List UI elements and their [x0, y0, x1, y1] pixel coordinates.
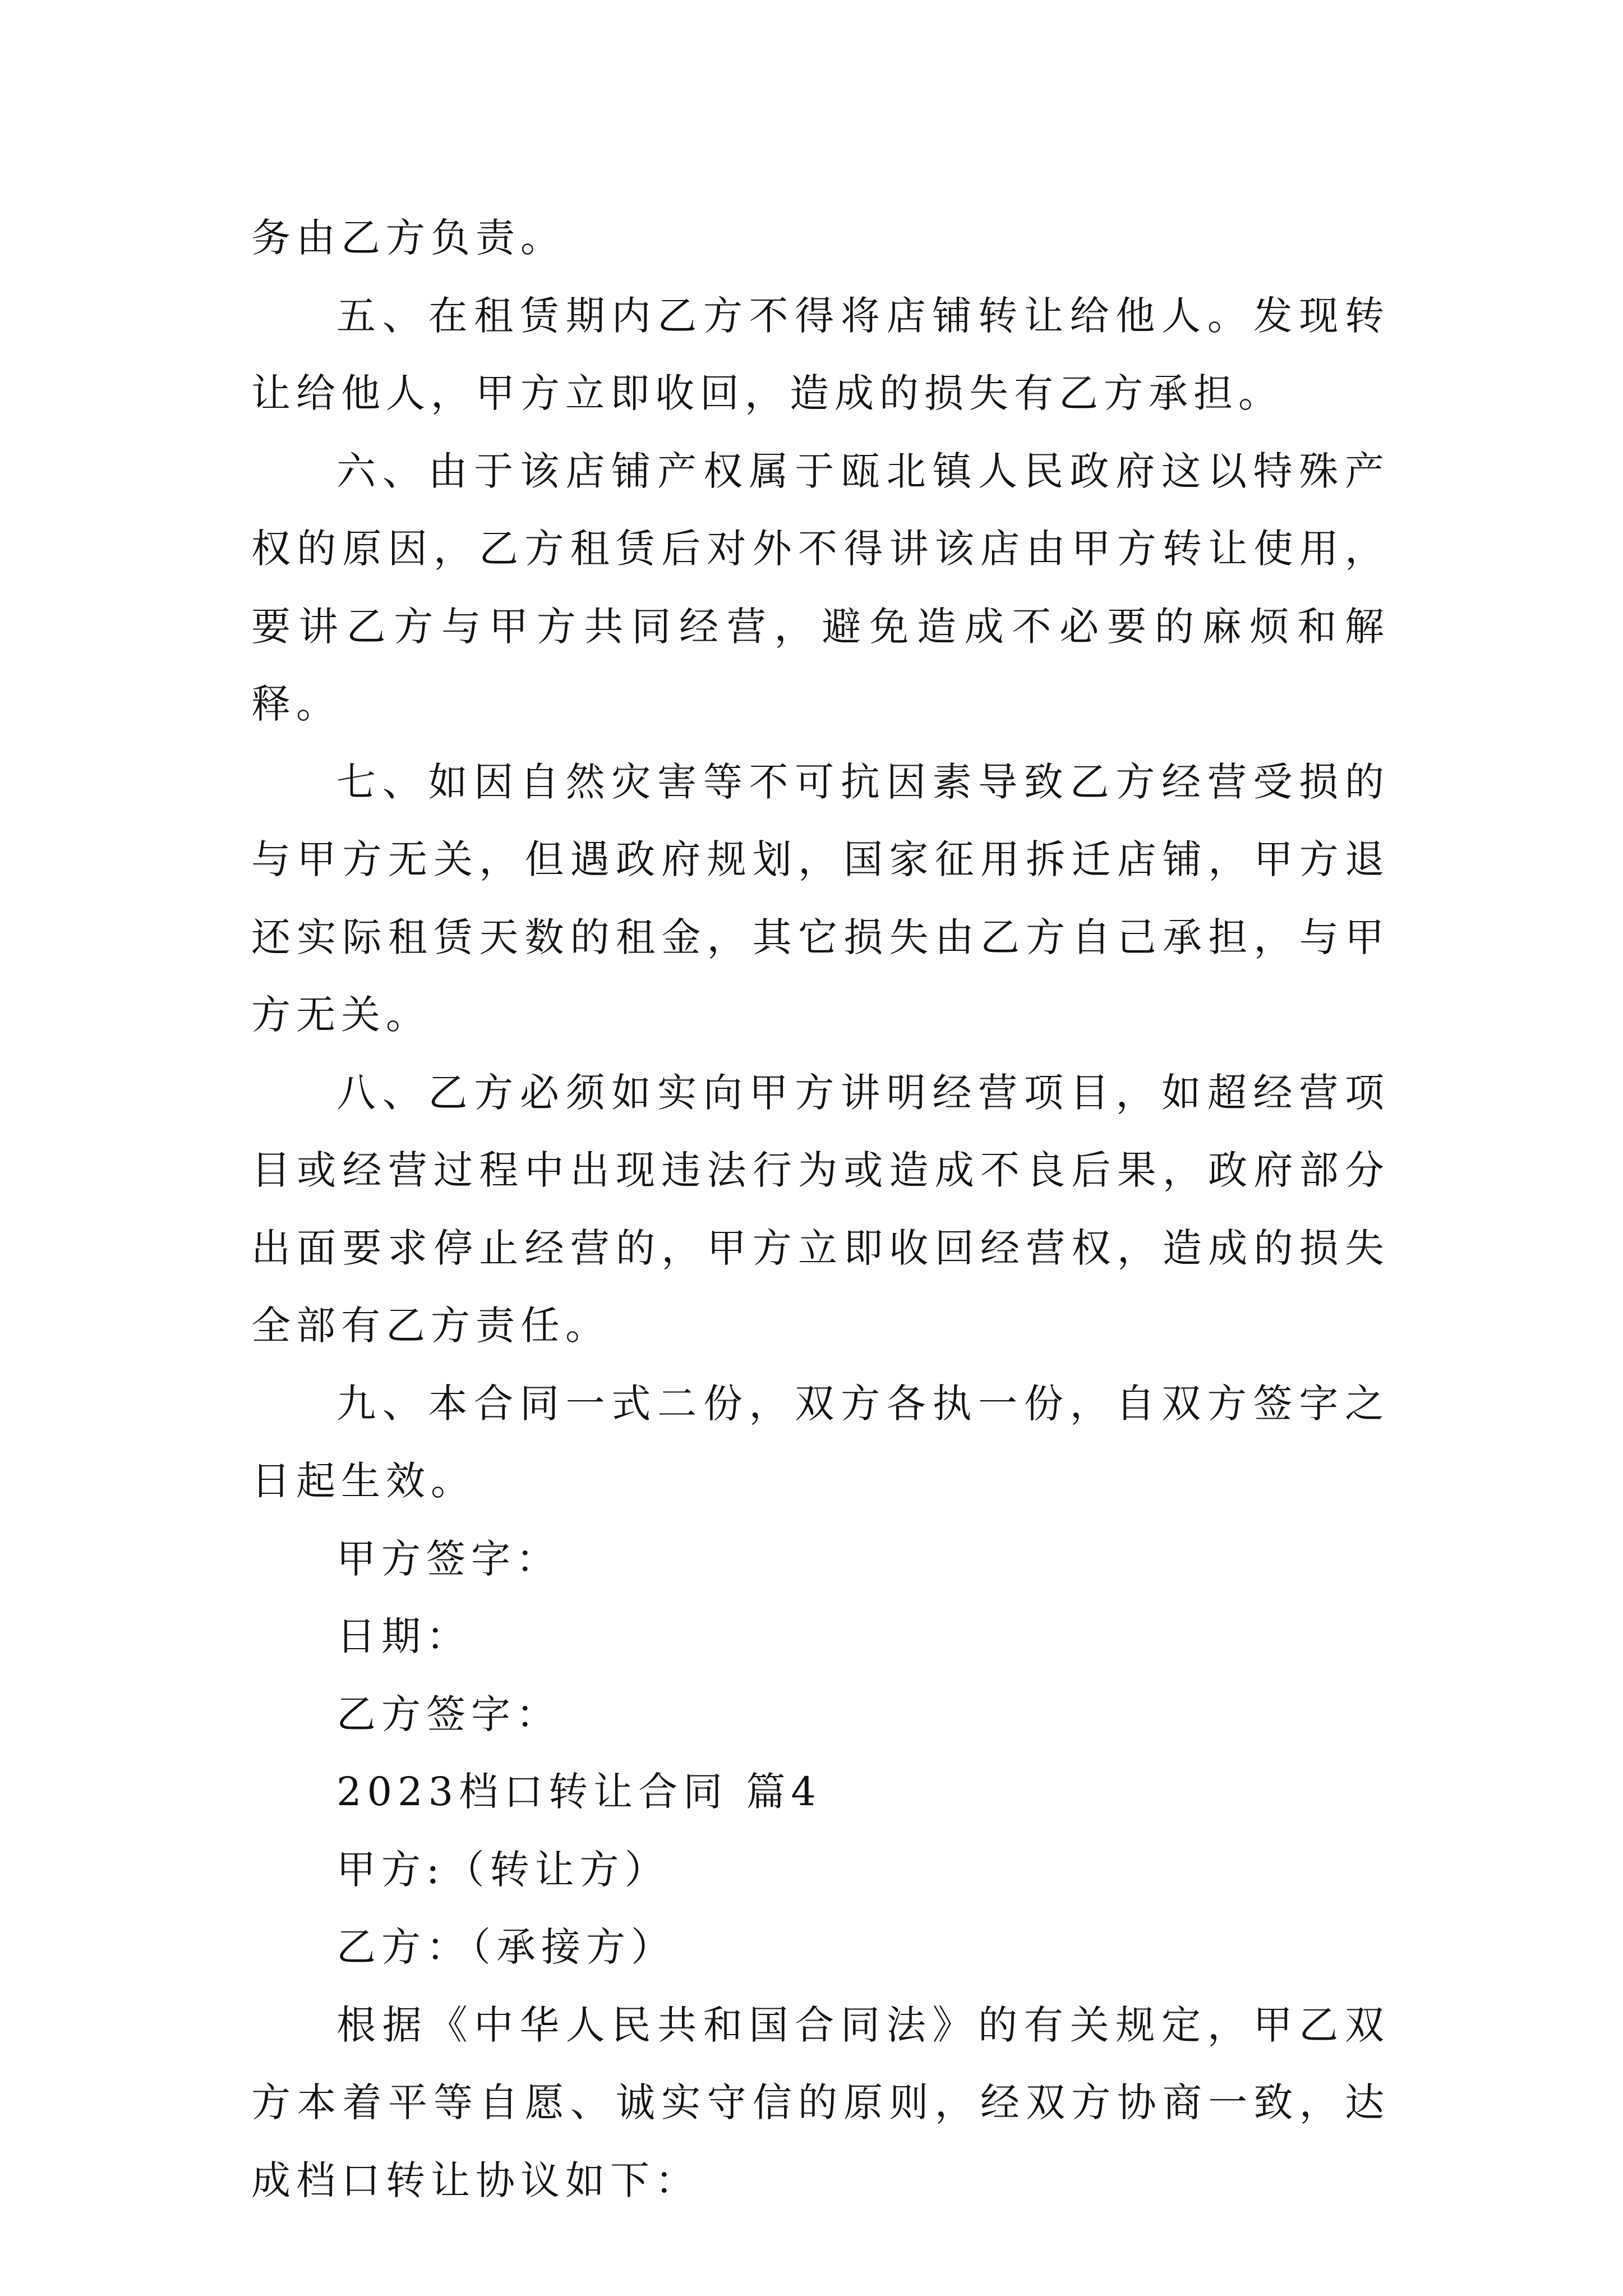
clause-seven: 七、如因自然灾害等不可抗因素导致乙方经营受损的与甲方无关，但遇政府规划，国家征用拆迁店铺，甲方退还实际租赁天数的租金，其它损失由乙方自己承担，与甲方无关。 — [251, 758, 1390, 1038]
section-title: 2023档口转让合同 篇4 — [336, 1769, 822, 1815]
party-b-signature-label: 乙方签字： — [336, 1691, 561, 1737]
party-a-signature-label: 甲方签字： — [336, 1535, 561, 1582]
party-b-line: 乙方：（承接方） — [336, 1924, 676, 1970]
paragraph-continuation: 务由乙方负责。 — [251, 215, 565, 261]
date-label: 日期： — [336, 1613, 471, 1659]
clause-five: 五、在租赁期内乙方不得将店铺转让给他人。发现转让给他人，甲方立即收回，造成的损失有乙方承担。 — [251, 292, 1390, 416]
intro-paragraph: 根据《中华人民共和国合同法》的有关规定，甲乙双方本着平等自愿、诚实守信的原则，经双方协商一致，达成档口转让协议如下： — [251, 2001, 1390, 2203]
party-a-line: 甲方:（转让方） — [336, 1846, 670, 1893]
clause-six: 六、由于该店铺产权属于瓯北镇人民政府这以特殊产权的原因，乙方租赁后对外不得讲该店由甲方转让使用，要讲乙方与甲方共同经营，避免造成不必要的麻烦和解释。 — [251, 448, 1390, 727]
clause-nine: 九、本合同一式二份，双方各执一份，自双方签字之日起生效。 — [251, 1380, 1390, 1504]
clause-eight: 八、乙方必须如实向甲方讲明经营项目，如超经营项目或经营过程中出现违法行为或造成不良后果，政府部分出面要求停止经营的，甲方立即收回经营权，造成的损失全部有乙方责任。 — [251, 1069, 1390, 1349]
document-body — [251, 199, 1390, 2219]
